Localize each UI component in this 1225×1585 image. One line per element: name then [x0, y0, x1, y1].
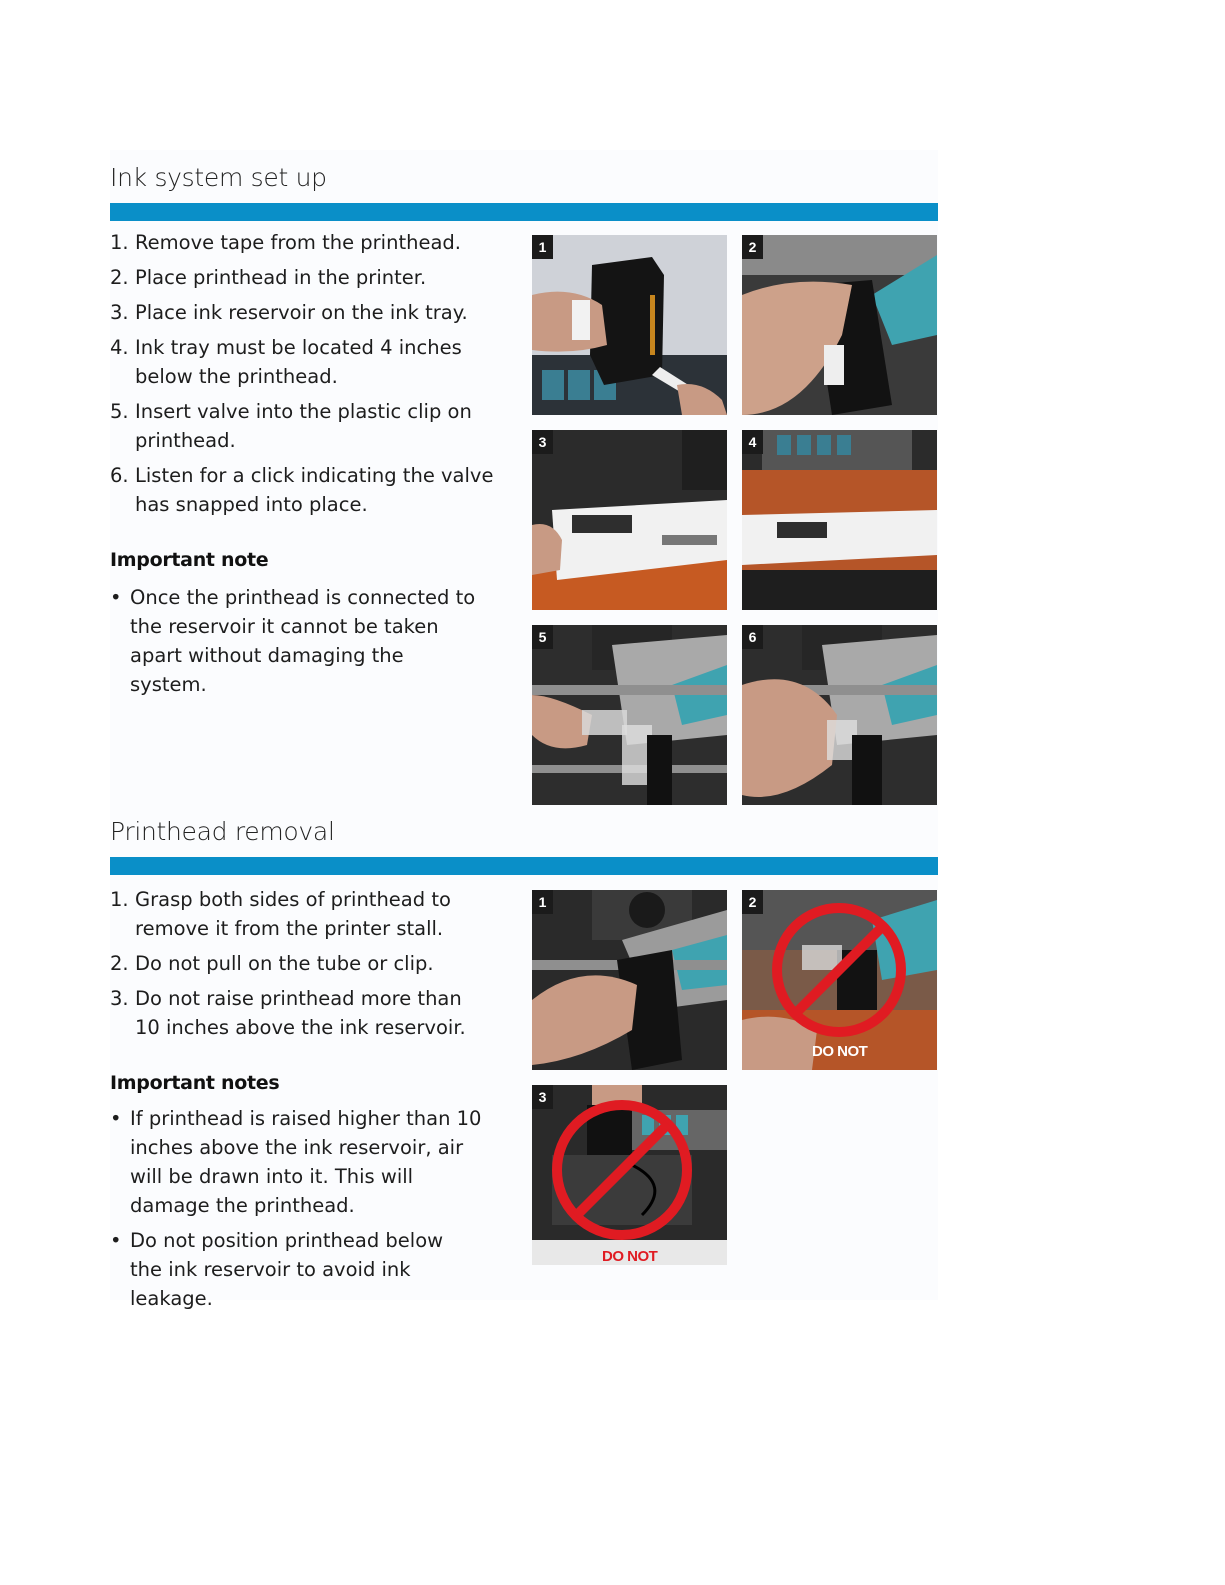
step-item [110, 397, 480, 455]
note-text: Do not position printhead below the ink reservoir to avoid ink leakage. [130, 1229, 444, 1310]
step-photo-6 [742, 625, 937, 805]
section-divider-bar [110, 203, 938, 221]
note-text: If printhead is raised higher than 10 inches above the ink reservoir, air will be drawn into it. This will damage the printhead. [130, 1107, 482, 1217]
step-text: Ink tray must be located 4 inches below the printhead. [135, 336, 462, 388]
removal-photo-2 [742, 890, 937, 1070]
section-title: Printhead removal [110, 817, 335, 846]
step-text: Remove tape from the printhead. [135, 231, 461, 254]
do-not-label: DO NOT [812, 1043, 868, 1060]
step-item [110, 333, 465, 391]
step-photo-1 [532, 235, 727, 415]
step-item [110, 298, 510, 327]
step-item [110, 949, 510, 978]
step-text: Grasp both sides of printhead to remove it from the printer stall. [135, 888, 451, 940]
step-photo-2 [742, 235, 937, 415]
step-text: Do not pull on the tube or clip. [135, 952, 434, 975]
step-text: Insert valve into the plastic clip on printhead. [135, 400, 472, 452]
step-item [110, 885, 475, 943]
step-number: 6. [110, 464, 129, 487]
step-text: Place ink reservoir on the ink tray. [135, 301, 468, 324]
step-badge: 3 [532, 1085, 553, 1109]
step-badge: 3 [532, 430, 553, 454]
bullet-icon: • [110, 1229, 122, 1252]
removal-photo-1 [532, 890, 727, 1070]
step-badge: 1 [532, 235, 553, 259]
ink-tray-illustration [742, 430, 937, 610]
grasp-printhead-illustration [532, 890, 727, 1070]
bullet-icon: • [110, 586, 122, 609]
step-item [110, 263, 510, 292]
step-badge: 4 [742, 430, 763, 454]
bullet-icon: • [110, 1107, 122, 1130]
do-not-label: DO NOT [602, 1248, 658, 1265]
note-text: Once the printhead is connected to the reservoir it cannot be taken apart without damaging the system. [130, 586, 476, 696]
step-badge: 2 [742, 235, 763, 259]
place-printhead-illustration [742, 235, 937, 415]
step-item [110, 228, 510, 257]
step-badge: 2 [742, 890, 763, 914]
step-text: Place printhead in the printer. [135, 266, 427, 289]
notes-list [110, 1104, 490, 1319]
step-number: 3. [110, 987, 129, 1010]
note-item [110, 583, 485, 699]
step-number: 2. [110, 952, 129, 975]
step-item [110, 984, 480, 1042]
step-number: 3. [110, 301, 129, 324]
removal-photo-3 [532, 1085, 727, 1265]
valve-click-illustration [742, 625, 937, 805]
insert-valve-illustration [532, 625, 727, 805]
ink-reservoir-illustration [532, 430, 727, 610]
printhead-tape-illustration [532, 235, 727, 415]
note-item [110, 1104, 490, 1220]
step-number: 2. [110, 266, 129, 289]
step-text: Listen for a click indicating the valve has snapped into place. [135, 464, 494, 516]
do-not-raise-illustration [532, 1085, 727, 1265]
note-item [110, 1226, 475, 1313]
notes-list [110, 583, 485, 705]
important-notes-heading: Important notes [110, 1072, 280, 1094]
section-title: Ink system set up [110, 163, 327, 192]
step-badge: 6 [742, 625, 763, 649]
section-divider-bar [110, 857, 938, 875]
step-number: 1. [110, 888, 129, 911]
step-number: 4. [110, 336, 129, 359]
step-photo-3 [532, 430, 727, 610]
step-badge: 1 [532, 890, 553, 914]
step-text: Do not raise printhead more than 10 inches above the ink reservoir. [135, 987, 466, 1039]
step-number: 1. [110, 231, 129, 254]
step-photo-5 [532, 625, 727, 805]
important-note-heading: Important note [110, 549, 269, 571]
step-photo-4 [742, 430, 937, 610]
steps-list [110, 885, 510, 1048]
step-item [110, 461, 500, 519]
steps-list [110, 228, 510, 525]
step-badge: 5 [532, 625, 553, 649]
step-number: 5. [110, 400, 129, 423]
